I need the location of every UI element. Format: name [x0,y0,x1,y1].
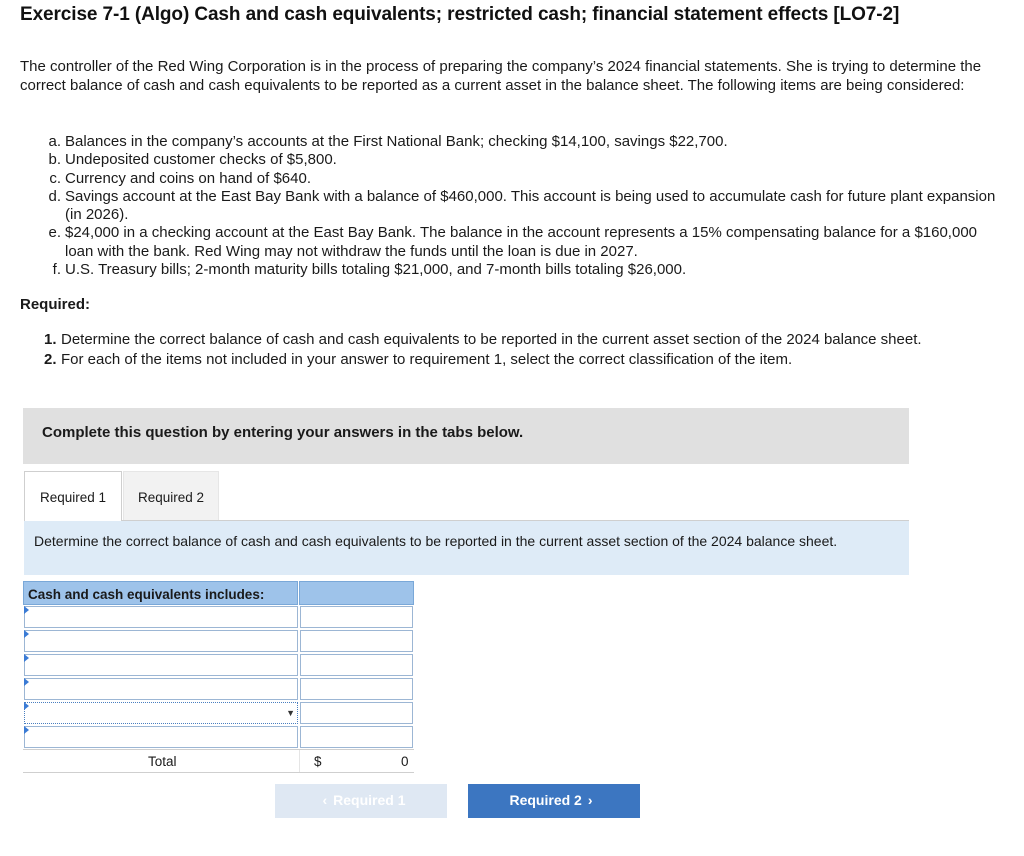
item-letter: d. [48,187,61,205]
tab-required-2[interactable]: Required 2 [123,471,219,520]
item-letter: b. [48,151,61,169]
label-dropdown[interactable] [24,702,298,724]
requirement-item [44,331,974,350]
label-input[interactable] [24,606,298,628]
amount-input[interactable] [300,702,413,724]
amount-input[interactable] [300,630,413,652]
item-text: U.S. Treasury bills; 2-month maturity bills totaling $21,000, and 7-month bills totaling $26,000. [65,261,687,279]
amount-input[interactable] [300,726,413,748]
intro-paragraph: The controller of the Red Wing Corporation is in the process of preparing the company’s 2024 financial statements. She is trying to determine the correct balance of cash and cash equivalents to be reported as a current asset in the balance sheet. The following items are being considered: [20,58,982,94]
label-input[interactable] [24,678,298,700]
total-currency: $ [314,754,322,769]
next-button-label: Required 2 [509,792,582,808]
next-required-button[interactable] [468,784,640,818]
prev-button-label: Required 1 [333,792,406,808]
label-input[interactable] [24,630,298,652]
list-item [44,224,1004,261]
amount-input[interactable] [300,678,413,700]
list-item [44,170,1004,188]
instructions-banner: Complete this question by entering your answers in the tabs below. [23,408,909,464]
requirement-number: 2. [44,350,57,368]
table-header-value [299,581,414,605]
table-header-label: Cash and cash equivalents includes: [23,581,298,605]
amount-input[interactable] [300,606,413,628]
total-row [23,749,414,773]
list-item [44,151,1004,169]
items-list [44,133,1004,279]
total-value: 0 [401,754,409,769]
total-label: Total [148,754,177,769]
item-letter: a. [48,133,61,150]
item-letter: e. [48,224,61,242]
item-text: $24,000 in a checking account at the East Bay Bank. The balance in the account represents a 15% compensating balance for a $160,000 loan with the bank. Red Wing may not withdraw the funds until the loan is due in 2027. [65,224,978,260]
requirement-text: Determine the correct balance of cash and cash equivalents to be reported in the current asset section of the 2024 balance sheet. [61,331,922,348]
answer-table [23,581,415,773]
amount-input[interactable] [300,654,413,676]
chevron-right-icon: › [587,792,593,808]
list-item [44,188,1004,225]
item-letter: f. [52,261,61,279]
total-divider [299,750,300,772]
exercise-title: Exercise 7-1 (Algo) Cash and cash equivalents; restricted cash; financial statement effects [LO7-2] [20,4,900,25]
requirement-number: 1. [44,331,57,348]
item-letter: c. [49,169,61,187]
chevron-left-icon: ‹ [322,792,328,808]
chevron-down-icon: ▼ [286,708,295,718]
requirement-text: For each of the items not included in your answer to requirement 1, select the correct classification of the item. [61,350,793,368]
prev-required-button[interactable] [275,784,447,818]
item-text: Balances in the company’s accounts at the First National Bank; checking $14,100, savings $22,700. [65,133,728,150]
item-text: Undeposited customer checks of $5,800. [65,151,337,169]
item-text: Currency and coins on hand of $640. [65,169,311,187]
label-input[interactable] [24,654,298,676]
tab-required-1[interactable]: Required 1 [24,471,122,521]
list-item [44,133,1004,151]
list-item [44,261,1004,279]
tab-instruction: Determine the correct balance of cash and cash equivalents to be reported in the current asset section of the 2024 balance sheet. [24,521,909,575]
requirements-list [44,331,974,370]
requirement-item [44,351,974,370]
label-input[interactable] [24,726,298,748]
required-heading: Required: [20,296,91,313]
item-text: Savings account at the East Bay Bank with a balance of $460,000. This account is being used to accumulate cash for future plant expansion (in 2026). [65,187,996,224]
